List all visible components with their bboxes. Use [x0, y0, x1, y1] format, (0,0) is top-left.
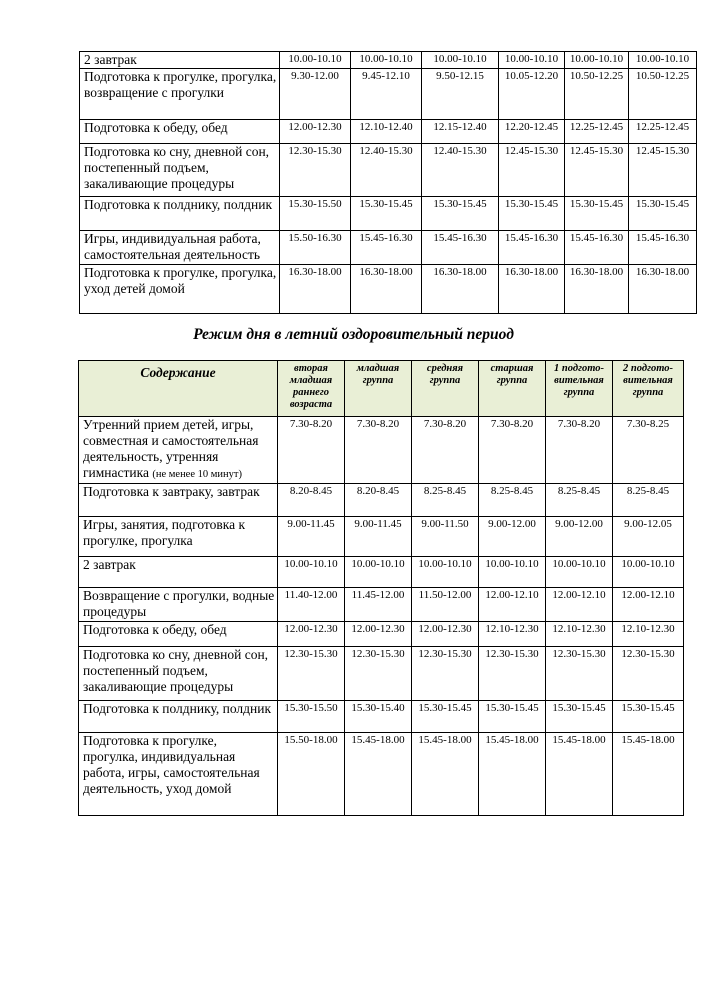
column-header: вторая младшая раннего возраста: [278, 361, 345, 417]
table-row: [79, 588, 684, 622]
time-cell: 16.30-18.00: [351, 265, 422, 314]
time-cell: 12.30-15.30: [479, 647, 546, 701]
activity-label: 2 завтрак: [80, 52, 280, 69]
time-cell: 16.30-18.00: [629, 265, 697, 314]
time-cell: 15.45-16.30: [499, 231, 565, 265]
schedule-table-continued: [79, 51, 697, 314]
time-cell: 10.00-10.10: [546, 557, 613, 588]
time-cell: 10.00-10.10: [278, 557, 345, 588]
time-cell: 7.30-8.25: [613, 417, 684, 484]
table-row: [79, 517, 684, 557]
time-cell: 7.30-8.20: [479, 417, 546, 484]
activity-label: Подготовка к прогулке, прогулка, уход детей домой: [80, 265, 280, 314]
activity-label: 2 завтрак: [79, 557, 278, 588]
time-cell: 15.30-15.45: [412, 701, 479, 733]
time-cell: 10.00-10.10: [613, 557, 684, 588]
activity-label: Подготовка к полднику, полдник: [80, 197, 280, 231]
time-cell: 15.45-18.00: [479, 733, 546, 816]
time-cell: 11.50-12.00: [412, 588, 479, 622]
table-row: [80, 231, 697, 265]
time-cell: 15.30-15.45: [422, 197, 499, 231]
time-cell: 10.00-10.10: [499, 52, 565, 69]
time-cell: 9.30-12.00: [280, 69, 351, 120]
table-row: [80, 69, 697, 120]
section-title: Режим дня в летний оздоровительный период: [193, 326, 514, 343]
column-header: средняя группа: [412, 361, 479, 417]
time-cell: 10.00-10.10: [351, 52, 422, 69]
column-header: 2 подгото-вительная группа: [613, 361, 684, 417]
time-cell: 12.00-12.10: [613, 588, 684, 622]
time-cell: 15.45-18.00: [345, 733, 412, 816]
time-cell: 10.00-10.10: [345, 557, 412, 588]
activity-label: Подготовка к полднику, полдник: [79, 701, 278, 733]
time-cell: 9.50-12.15: [422, 69, 499, 120]
time-cell: 12.00-12.10: [479, 588, 546, 622]
activity-label: Подготовка к прогулке, прогулка, возвращение с прогулки: [80, 69, 280, 120]
table-row: [80, 120, 697, 144]
time-cell: 15.30-15.45: [565, 197, 629, 231]
activity-label: Подготовка к прогулке, прогулка, индивидуальная работа, игры, самостоятельная деятельность, уход домой: [79, 733, 278, 816]
time-cell: 15.30-15.45: [499, 197, 565, 231]
time-cell: 12.00-12.10: [546, 588, 613, 622]
time-cell: 10.05-12.20: [499, 69, 565, 120]
time-cell: 15.50-18.00: [278, 733, 345, 816]
time-cell: 15.45-18.00: [546, 733, 613, 816]
time-cell: 16.30-18.00: [565, 265, 629, 314]
time-cell: 12.30-15.30: [613, 647, 684, 701]
time-cell: 8.25-8.45: [546, 484, 613, 517]
time-cell: 15.30-15.40: [345, 701, 412, 733]
table-row: [80, 197, 697, 231]
activity-label: [79, 417, 278, 484]
activity-label: Подготовка к завтраку, завтрак: [79, 484, 278, 517]
time-cell: 7.30-8.20: [278, 417, 345, 484]
time-cell: 12.30-15.30: [345, 647, 412, 701]
time-cell: 15.45-16.30: [351, 231, 422, 265]
activity-label: Подготовка ко сну, дневной сон, постепенный подъем, закаливающие процедуры: [79, 647, 278, 701]
time-cell: 12.30-15.30: [280, 144, 351, 197]
time-cell: 15.45-18.00: [613, 733, 684, 816]
time-cell: 10.00-10.10: [280, 52, 351, 69]
time-cell: 12.25-12.45: [565, 120, 629, 144]
table-row: [79, 701, 684, 733]
time-cell: 16.30-18.00: [499, 265, 565, 314]
time-cell: 12.45-15.30: [565, 144, 629, 197]
time-cell: 12.40-15.30: [351, 144, 422, 197]
activity-label: Подготовка к обеду, обед: [80, 120, 280, 144]
time-cell: 10.00-10.10: [565, 52, 629, 69]
activity-label: Игры, занятия, подготовка к прогулке, прогулка: [79, 517, 278, 557]
time-cell: 12.00-12.30: [345, 622, 412, 647]
time-cell: 9.00-12.00: [546, 517, 613, 557]
activity-label: Подготовка к обеду, обед: [79, 622, 278, 647]
table-row: [79, 557, 684, 588]
time-cell: 15.50-16.30: [280, 231, 351, 265]
time-cell: 9.00-11.45: [345, 517, 412, 557]
column-header: младшая группа: [345, 361, 412, 417]
time-cell: 10.00-10.10: [422, 52, 499, 69]
table-row: [80, 144, 697, 197]
time-cell: 12.45-15.30: [499, 144, 565, 197]
time-cell: 12.10-12.30: [546, 622, 613, 647]
time-cell: 15.30-15.45: [613, 701, 684, 733]
table-row: [79, 733, 684, 816]
time-cell: 9.00-11.50: [412, 517, 479, 557]
time-cell: 9.00-12.05: [613, 517, 684, 557]
table-row: [79, 417, 684, 484]
activity-label-text: Утренний прием детей, игры, совместная и самостоятельная деятельность, утренняя гимнастика: [83, 417, 259, 480]
time-cell: 12.10-12.30: [613, 622, 684, 647]
time-cell: 7.30-8.20: [412, 417, 479, 484]
time-cell: 9.00-12.00: [479, 517, 546, 557]
time-cell: 15.30-15.50: [278, 701, 345, 733]
table-row: [79, 622, 684, 647]
time-cell: 10.00-10.10: [479, 557, 546, 588]
time-cell: 7.30-8.20: [345, 417, 412, 484]
time-cell: 15.45-16.30: [565, 231, 629, 265]
time-cell: 15.30-15.45: [479, 701, 546, 733]
time-cell: 10.50-12.25: [629, 69, 697, 120]
time-cell: 12.25-12.45: [629, 120, 697, 144]
time-cell: 10.00-10.10: [629, 52, 697, 69]
time-cell: 8.25-8.45: [412, 484, 479, 517]
time-cell: 16.30-18.00: [280, 265, 351, 314]
table-row: [80, 52, 697, 69]
summer-schedule-table: [78, 360, 684, 816]
time-cell: 8.25-8.45: [613, 484, 684, 517]
time-cell: 15.45-16.30: [422, 231, 499, 265]
time-cell: 8.25-8.45: [479, 484, 546, 517]
time-cell: 12.15-12.40: [422, 120, 499, 144]
time-cell: 12.30-15.30: [412, 647, 479, 701]
column-header: старшая группа: [479, 361, 546, 417]
activity-label: Подготовка ко сну, дневной сон, постепенный подъем, закаливающие процедуры: [80, 144, 280, 197]
activity-label: Игры, индивидуальная работа, самостоятельная деятельность: [80, 231, 280, 265]
activity-label: Возвращение с прогулки, водные процедуры: [79, 588, 278, 622]
time-cell: 15.30-15.45: [351, 197, 422, 231]
time-cell: 12.45-15.30: [629, 144, 697, 197]
time-cell: 12.10-12.30: [479, 622, 546, 647]
table-row: [79, 484, 684, 517]
time-cell: 10.50-12.25: [565, 69, 629, 120]
activity-note: (не менее 10 минут): [152, 469, 242, 480]
time-cell: 12.00-12.30: [412, 622, 479, 647]
time-cell: 12.40-15.30: [422, 144, 499, 197]
table-header-row: [79, 361, 684, 417]
time-cell: 12.30-15.30: [546, 647, 613, 701]
time-cell: 9.00-11.45: [278, 517, 345, 557]
time-cell: 15.45-18.00: [412, 733, 479, 816]
time-cell: 11.40-12.00: [278, 588, 345, 622]
time-cell: 16.30-18.00: [422, 265, 499, 314]
time-cell: 15.30-15.45: [629, 197, 697, 231]
table-row: [80, 265, 697, 314]
table-row: [79, 647, 684, 701]
time-cell: 15.45-16.30: [629, 231, 697, 265]
column-header: 1 подгото-вительная группа: [546, 361, 613, 417]
column-header: Содержание: [79, 361, 278, 417]
time-cell: 12.00-12.30: [280, 120, 351, 144]
time-cell: 15.30-15.45: [546, 701, 613, 733]
time-cell: 8.20-8.45: [345, 484, 412, 517]
time-cell: 8.20-8.45: [278, 484, 345, 517]
time-cell: 7.30-8.20: [546, 417, 613, 484]
time-cell: 15.30-15.50: [280, 197, 351, 231]
time-cell: 9.45-12.10: [351, 69, 422, 120]
time-cell: 12.20-12.45: [499, 120, 565, 144]
time-cell: 12.30-15.30: [278, 647, 345, 701]
time-cell: 12.00-12.30: [278, 622, 345, 647]
time-cell: 11.45-12.00: [345, 588, 412, 622]
time-cell: 12.10-12.40: [351, 120, 422, 144]
time-cell: 10.00-10.10: [412, 557, 479, 588]
